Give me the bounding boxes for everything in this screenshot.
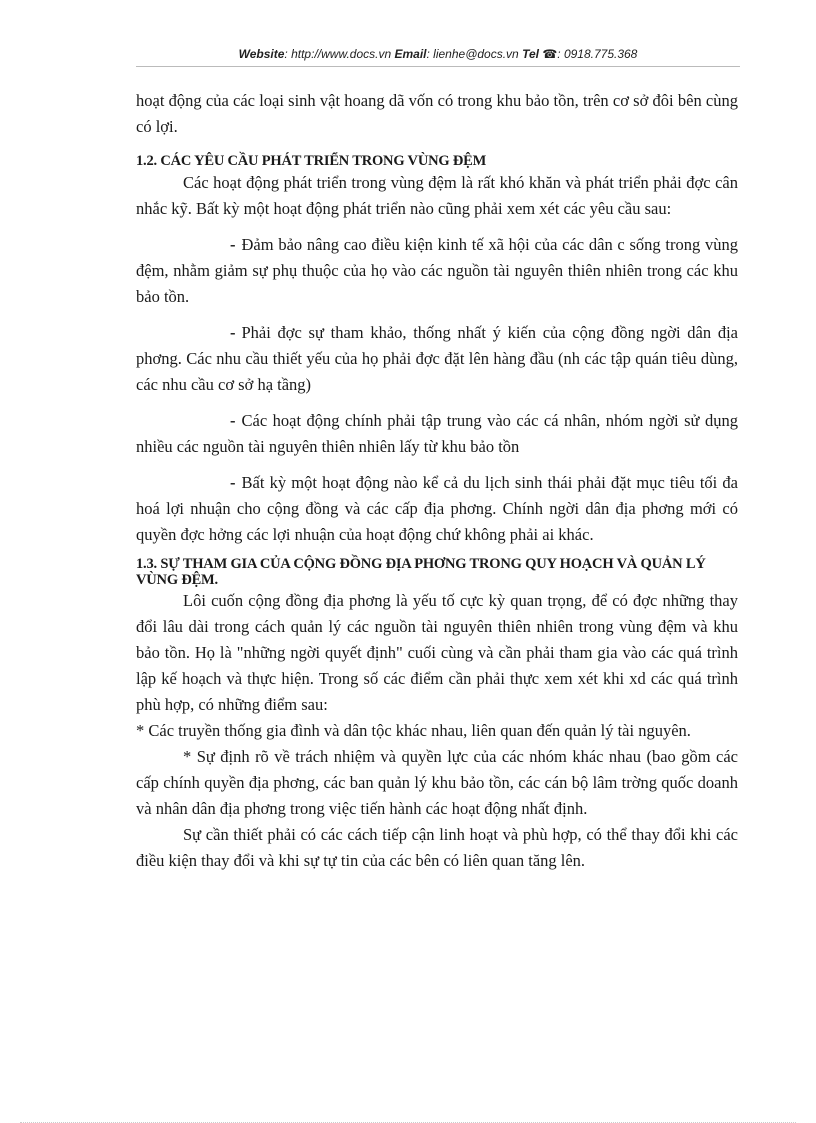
phone-icon: ☎ (542, 47, 558, 61)
bullet-dash: - (230, 323, 236, 342)
section-heading-1-3: 1.3. SỰ THAM GIA CỦA CỘNG ĐỒNG ĐỊA PHƠNG TRONG QUY HOẠCH VÀ QUẢN LÝ VÙNG ĐỆM. (136, 556, 706, 588)
website-value: : http://www.docs.vn (284, 47, 392, 61)
section-1-3-paragraph-2: Sự cần thiết phải có các cách tiếp cận linh hoạt và phù hợp, có thể thay đổi khi các điều kiện thay đổi và khi sự tự tin của các bên có liên quan tăng lên. (136, 825, 738, 870)
section-1-3-point-1: * Các truyền thống gia đình và dân tộc khác nhau, liên quan đến quản lý tài nguyên. (136, 721, 691, 740)
intro-paragraph: hoạt động của các loại sinh vật hoang dã vốn có trong khu bảo tồn, trên cơ sở đôi bên cùng có lợi. (136, 91, 738, 136)
bullet-dash: - (230, 235, 236, 254)
header-divider (136, 66, 740, 67)
email-label: Email (394, 47, 427, 61)
bullet-dash: - (230, 411, 236, 430)
section-1-3-paragraph-1: Lôi cuốn cộng đồng địa phơng là yếu tố cực kỳ quan trọng, để có đợc những thay đổi lâu dài trong cách quản lý các nguồn tài nguyên thiên nhiên trong vùng đệm và khu bảo tồn. Họ là "những ngời quyết định" cuối cùng và cần phải tham gia vào các quá trình lập kế hoạch và thực hiện. Trong số các điểm cần phải thực xem xét khi xd các quá trình phù hợp, có những điểm sau: (136, 591, 738, 714)
section-1-3-point-2: * Sự định rõ về trách nhiệm và quyền lực của các nhóm khác nhau (bao gồm các cấp chính quyền địa phơng, các ban quản lý khu bảo tồn, các cán bộ lâm trờng quốc doanh và nhân dân địa phơng trong việc tiến hành các hoạt động nhất định. (136, 747, 738, 818)
section-heading-1-2: 1.2. CÁC YÊU CẦU PHÁT TRIỂN TRONG VÙNG ĐỆM (136, 153, 487, 169)
tel-value: : 0918.775.368 (557, 47, 638, 61)
website-label: Website (238, 47, 285, 61)
bullet-dash: - (230, 473, 236, 492)
email-value: : lienhe@docs.vn (426, 47, 519, 61)
document-body (136, 88, 738, 874)
bullet-item: - Bất kỳ một hoạt động nào kể cả du lịch sinh thái phải đặt mục tiêu tối đa hoá lợi nhuận cho cộng đồng và các cấp địa phơng. Chính ngời dân địa phơng mới có quyền đợc hởng các lợi nhuận của hoạt động chứ không phải ai khác. (136, 470, 738, 548)
section-1-2-paragraph: Các hoạt động phát triển trong vùng đệm là rất khó khăn và phát triển phải đợc cân nhắc kỹ. Bất kỳ một hoạt động phát triển nào cũng phải xem xét các yêu cầu sau: (136, 173, 738, 218)
tel-label: Tel (522, 47, 539, 61)
bullet-item: - Phải đợc sự tham khảo, thống nhất ý kiến của cộng đồng ngời dân địa phơng. Các nhu cầu thiết yếu của họ phải đợc đặt lên hàng đầu (nh các tập quán tiêu dùng, các nhu cầu cơ sở hạ tầng) (136, 320, 738, 398)
page-header (136, 47, 740, 61)
bullet-item: - Các hoạt động chính phải tập trung vào các cá nhân, nhóm ngời sử dụng nhiều các nguồn tài nguyên thiên nhiên lấy từ khu bảo tồn (136, 408, 738, 460)
bullet-item: - Đảm bảo nâng cao điều kiện kinh tế xã hội của các dân c sống trong vùng đệm, nhằm giảm sự phụ thuộc của họ vào các nguồn tài nguyên thiên nhiên trong các khu bảo tồn. (136, 232, 738, 310)
